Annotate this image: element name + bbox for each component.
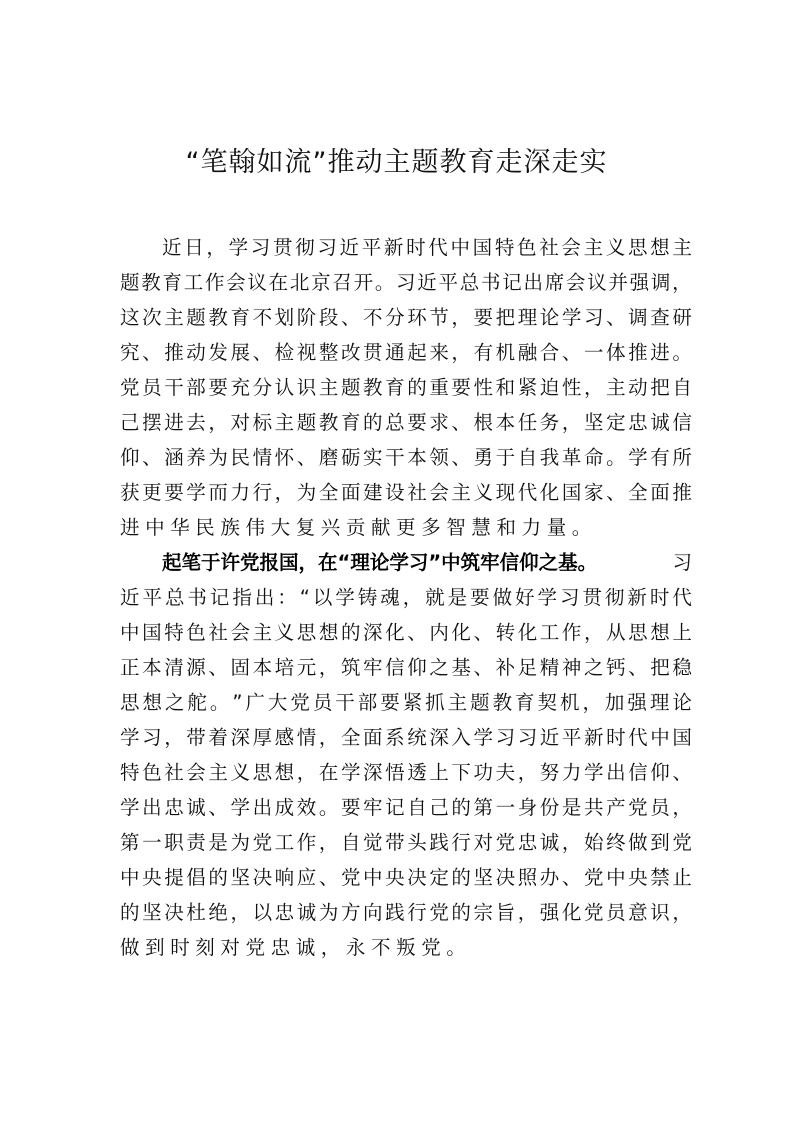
document-title: “笔翰如流”推动主题教育走深走实 — [185, 147, 608, 178]
heading-tail-text: 习 — [672, 551, 692, 574]
text-line: 仰 、 涵 养 为 民 情 怀 、 磨 砺 实 干 本 领 、 勇 于 自 我 革 命 。 学 有 所 — [120, 446, 692, 469]
text-line: 学 习 ， 带 着 深 厚 感 情 ， 全 面 系 统 深 入 学 习 习 近 平 新 时 代 中 国 — [120, 726, 692, 749]
text-line: 党 员 干 部 要 充 分 认 识 主 题 教 育 的 重 要 性 和 紧 迫 性 ， 主 动 把 自 — [120, 376, 692, 399]
text-line: 的 坚 决 杜 绝 ， 以 忠 诚 为 方 向 践 行 党 的 宗 旨 ， 强 化 党 员 意 识 ， — [120, 901, 692, 924]
text-line: 学 出 忠 诚 、 学 出 成 效 。 要 牢 记 自 己 的 第 一 身 份 是 共 产 党 员 ， — [120, 796, 692, 819]
text-line: 思 想 之 舵 。 ” 广 大 党 员 干 部 要 紧 抓 主 题 教 育 契 机 ， 加 强 理 论 — [120, 691, 692, 714]
paragraph-theory-study — [120, 545, 692, 965]
text-line: 做到时刻对党忠诚，永不叛党。 — [120, 936, 472, 959]
text-line: 己 摆 进 去 ， 对 标 主 题 教 育 的 总 要 求 、 根 本 任 务 ， 坚 定 忠 诚 信 — [120, 411, 692, 434]
heading-line — [120, 545, 692, 580]
text-line: 这 次 主 题 教 育 不 划 阶 段 、 不 分 环 节 ， 要 把 理 论 学 习 、 调 查 研 — [120, 306, 692, 329]
paragraph-intro — [120, 230, 692, 545]
text-line: 题 教 育 工 作 会 议 在 北 京 召 开 。 习 近 平 总 书 记 出 席 会 议 并 强 调 ， — [120, 271, 692, 294]
text-line: 究 、 推 动 发 展 、 检 视 整 改 贯 通 起 来 ， 有 机 融 合 、 一 体 推 进 。 — [120, 341, 692, 364]
document-body — [120, 230, 692, 965]
text-line: 进中华民族伟大复兴贡献更多智慧和力量。 — [120, 516, 597, 539]
section-heading: 起笔于许党报国，在“理论学习”中筑牢信仰之基。 — [162, 551, 598, 574]
text-line: 中 国 特 色 社 会 主 义 思 想 的 深 化 、 内 化 、 转 化 工 作 ， 从 思 想 上 — [120, 621, 692, 644]
text-line: 特 色 社 会 主 义 思 想 ， 在 学 深 悟 透 上 下 功 夫 ， 努 力 学 出 信 仰 、 — [120, 761, 692, 784]
text-line: 近 日 ， 学 习 贯 彻 习 近 平 新 时 代 中 国 特 色 社 会 主 义 思 想 主 — [162, 236, 692, 259]
text-line: 正 本 清 源 、 固 本 培 元 ， 筑 牢 信 仰 之 基 、 补 足 精 神 之 钙 、 把 稳 — [120, 656, 692, 679]
text-line: 近 平 总 书 记 指 出 ： “ 以 学 铸 魂 ， 就 是 要 做 好 学 习 贯 彻 新 时 代 — [120, 586, 692, 609]
text-line: 第 一 职 责 是 为 党 工 作 ， 自 觉 带 头 践 行 对 党 忠 诚 ， 始 终 做 到 党 — [120, 831, 692, 854]
text-line: 中 央 提 倡 的 坚 决 响 应 、 党 中 央 决 定 的 坚 决 照 办 、 党 中 央 禁 止 — [120, 866, 692, 889]
text-line: 获 更 要 学 而 力 行 ， 为 全 面 建 设 社 会 主 义 现 代 化 国 家 、 全 面 推 — [120, 481, 692, 504]
